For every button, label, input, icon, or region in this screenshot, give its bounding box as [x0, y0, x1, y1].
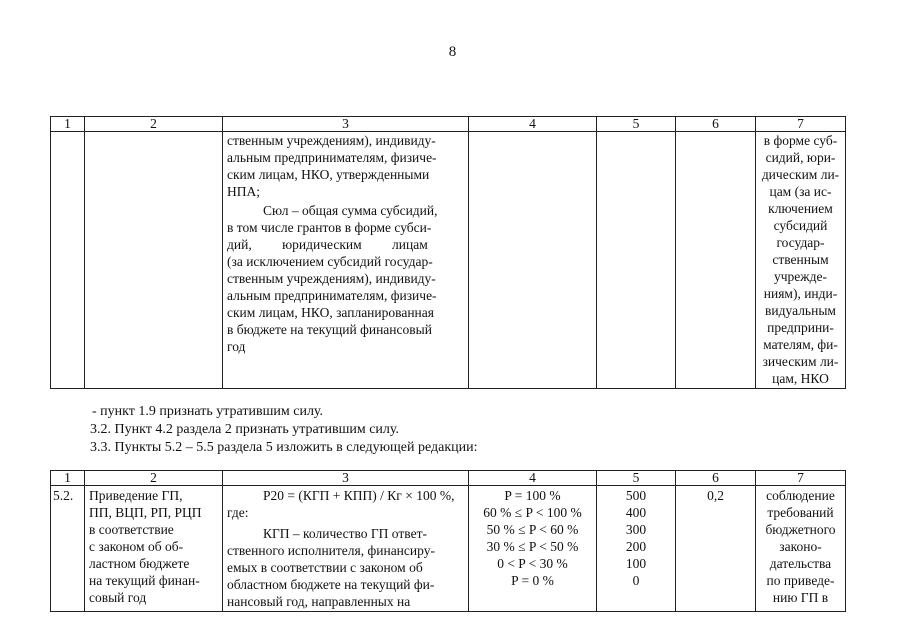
row-number: 5.2. [51, 486, 85, 612]
text-line: ственным [772, 252, 829, 267]
text-line: НПА; [227, 184, 260, 199]
cell-empty [676, 132, 756, 389]
header-cell: 6 [676, 471, 756, 486]
text-line: субсидий [773, 218, 828, 233]
cell-ranges [469, 486, 597, 612]
paragraph: - пункт 1.9 признать утратившим силу. [92, 404, 324, 419]
text-line: где: [227, 505, 249, 520]
text-line: совый год [89, 590, 147, 605]
cell-empty [469, 132, 597, 389]
formula: P20 = (КГП + КПП) / Кг × 100 %, [263, 488, 455, 503]
header-cell: 3 [223, 471, 469, 486]
range: P = 100 % [504, 488, 561, 503]
text-line: ским лицам, НКО, запланированная [227, 305, 434, 320]
text-line: нансовый год, направленных на [227, 594, 411, 609]
text-line: государ- [776, 235, 825, 250]
text-line: по приведе- [766, 573, 835, 588]
text-line: год [227, 339, 246, 354]
paragraph: 3.3. Пункты 5.2 – 5.5 раздела 5 изложить в следующей редакции: [90, 440, 478, 455]
text-line: в соответствие [89, 522, 174, 537]
score: 200 [625, 539, 647, 554]
paragraph: 3.2. Пункт 4.2 раздела 2 признать утратившим силу. [90, 422, 400, 437]
cell-empty [597, 132, 676, 389]
text-line: альным предпринимателям, физиче- [227, 150, 437, 165]
text-line: ниям), инди- [763, 286, 838, 301]
text-line: в форме суб- [763, 133, 838, 148]
range: 50 % ≤ P < 60 % [486, 522, 579, 537]
text-line: (за исключением субсидий государ- [227, 254, 433, 269]
table-row [51, 486, 846, 612]
text-line: областном бюджете на текущий фи- [227, 577, 435, 592]
text-line: в том числе грантов в форме субси- [227, 220, 432, 235]
score: 0 [632, 573, 640, 588]
cell-formula [223, 486, 469, 612]
text-line: ственного исполнителя, финансиру- [227, 543, 435, 558]
cell-note [756, 132, 846, 389]
range: 60 % ≤ P < 100 % [483, 505, 582, 520]
text-line: соблюдение [766, 488, 835, 503]
text-line: бюджетного [765, 522, 836, 537]
text-line: дическим ли- [761, 167, 840, 182]
cell-indicator-name [85, 486, 223, 612]
text-line: мателям, фи- [763, 337, 838, 352]
header-cell: 1 [51, 117, 85, 132]
text-line: ластном бюджете [89, 556, 190, 571]
text-line: емых в соответствии с законом об [227, 560, 423, 575]
text-line: в бюджете на текущий финансовый [227, 322, 432, 337]
text-line: зическим ли- [762, 354, 839, 369]
header-cell: 5 [597, 471, 676, 486]
header-cell: 7 [756, 471, 846, 486]
text-line: законо- [779, 539, 822, 554]
table-row [51, 132, 846, 389]
cell-empty [51, 132, 85, 389]
text-line: Приведение ГП, [89, 488, 183, 503]
score: 100 [625, 556, 647, 571]
cell-empty [85, 132, 223, 389]
text-line: на текущий финан- [89, 573, 200, 588]
text-line: альным предпринимателям, физиче- [227, 288, 437, 303]
text-line: цам, НКО [772, 371, 829, 386]
header-cell: 6 [676, 117, 756, 132]
text-line: нию ГП в [772, 590, 829, 605]
header-cell: 4 [469, 471, 597, 486]
text-line: дий, юридическим лицам [227, 237, 428, 252]
text-line: ственным учреждениям), индивиду- [227, 271, 436, 286]
table-continued [50, 116, 846, 389]
header-cell: 7 [756, 117, 846, 132]
cell-description [223, 132, 469, 389]
range: 0 < P < 30 % [497, 556, 568, 571]
cell-note [756, 486, 846, 612]
score: 400 [625, 505, 647, 520]
range: P = 0 % [511, 573, 554, 588]
text-line: видуальным [765, 303, 836, 318]
text-line: дательства [769, 556, 832, 571]
score: 300 [625, 522, 647, 537]
body-paragraphs [90, 403, 478, 457]
range: 30 % ≤ P < 50 % [486, 539, 579, 554]
table-new-edition [50, 470, 846, 612]
header-cell: 5 [597, 117, 676, 132]
text-line: с законом об об- [89, 539, 184, 554]
header-cell: 4 [469, 117, 597, 132]
text-line: ключением [768, 201, 833, 216]
page-number: 8 [448, 44, 457, 60]
text-line: учрежде- [774, 269, 827, 284]
table-header-row [51, 117, 846, 132]
cell-scores [597, 486, 676, 612]
score: 500 [625, 488, 647, 503]
formula-label: Сюл – общая сумма субсидий, [263, 203, 438, 218]
cell-weight: 0,2 [676, 486, 756, 612]
text-line: предприни- [767, 320, 834, 335]
text-line: ПП, ВЦП, РП, РЦП [89, 505, 202, 520]
text-line: цам (за ис- [769, 184, 832, 199]
text-line: требований [767, 505, 834, 520]
header-cell: 1 [51, 471, 85, 486]
table-header-row [51, 471, 846, 486]
text-line: ственным учреждениям), индивиду- [227, 133, 436, 148]
header-cell: 2 [85, 117, 223, 132]
text-line: сидий, юри- [765, 150, 836, 165]
text-line: ским лицам, НКО, утвержденными [227, 167, 430, 182]
header-cell: 3 [223, 117, 469, 132]
header-cell: 2 [85, 471, 223, 486]
text-line: КГП – количество ГП ответ- [263, 526, 427, 541]
